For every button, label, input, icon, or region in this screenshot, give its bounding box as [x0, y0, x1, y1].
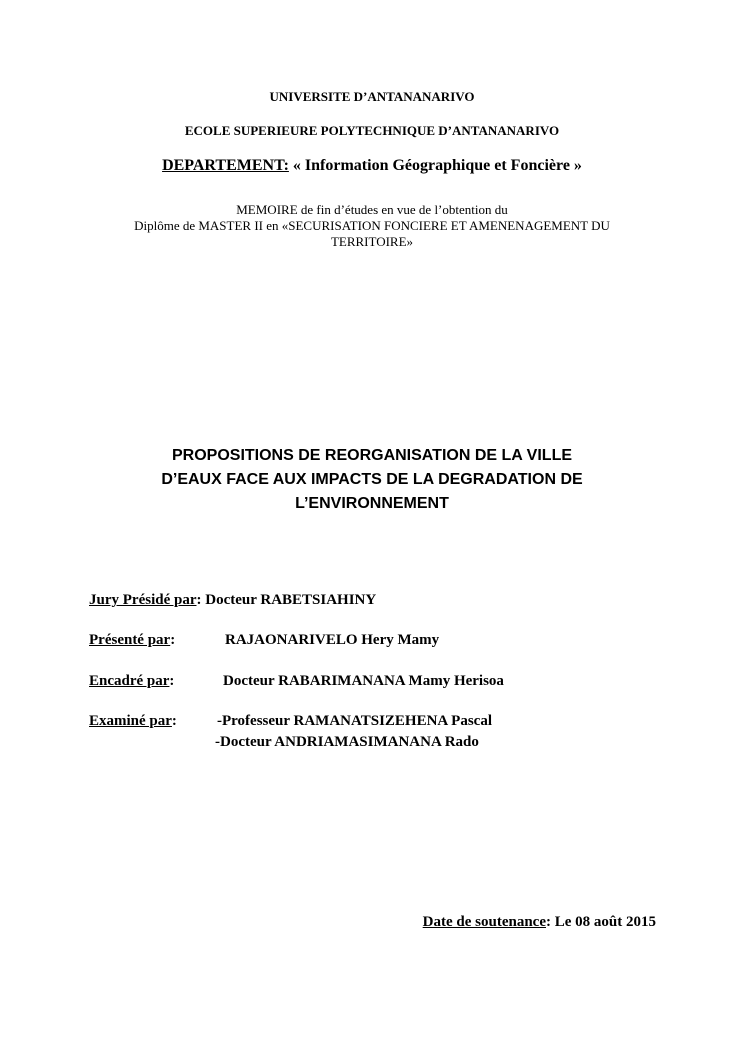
presented-by-row [89, 632, 440, 648]
jury-president-label: Jury Présidé par [89, 592, 197, 608]
school-name: ECOLE SUPERIEURE POLYTECHNIQUE D’ANTANANARIVO [184, 123, 560, 138]
memoire-description [80, 202, 664, 250]
supervised-by-separator: : [169, 673, 175, 689]
department-line [0, 158, 744, 174]
thesis-title-line-3: L’ENVIRONNEMENT [295, 495, 449, 512]
defense-date-value: Le 08 août 2015 [551, 914, 656, 930]
supervised-by-label: Encadré par [89, 673, 170, 689]
presented-by-separator: : [170, 632, 176, 648]
examined-by-row [89, 713, 492, 729]
presented-by-value: RAJAONARIVELO Hery Mamy [225, 632, 440, 648]
examined-by-separator: : [171, 713, 177, 729]
supervised-by-value: Docteur RABARIMANANA Mamy Herisoa [223, 673, 504, 689]
thesis-title-line-2: D’EAUX FACE AUX IMPACTS DE LA DEGRADATION DE [161, 471, 583, 488]
memoire-line-2: Diplôme de MASTER II en «SECURISATION FONCIERE ET AMENENAGEMENT DU [134, 218, 610, 233]
memoire-line-3: TERRITOIRE» [330, 234, 414, 249]
presented-by-label: Présenté par [89, 632, 171, 648]
defense-date-separator: : [546, 914, 551, 930]
department-label: DEPARTEMENT: [162, 157, 289, 174]
examiner-2: -Docteur ANDRIAMASIMANANA Rado [215, 734, 479, 750]
memoire-line-1: MEMOIRE de fin d’études en vue de l’obtention du [236, 202, 508, 217]
university-name: UNIVERSITE D’ANTANANARIVO [269, 89, 475, 104]
jury-president-separator: : [196, 592, 202, 608]
jury-president-value: Docteur RABETSIAHINY [201, 592, 377, 608]
thesis-title-line-1: PROPOSITIONS DE REORGANISATION DE LA VILLE [171, 447, 573, 464]
supervised-by-row [89, 673, 504, 689]
thesis-title [100, 444, 644, 516]
defense-date [423, 915, 656, 930]
jury-president-row [89, 593, 376, 608]
defense-date-label: Date de soutenance [422, 914, 546, 930]
examiner-1: -Professeur RAMANATSIZEHENA Pascal [217, 713, 492, 729]
department-name: « Information Géographique et Foncière » [288, 157, 582, 174]
examined-by-label: Examiné par [89, 713, 172, 729]
